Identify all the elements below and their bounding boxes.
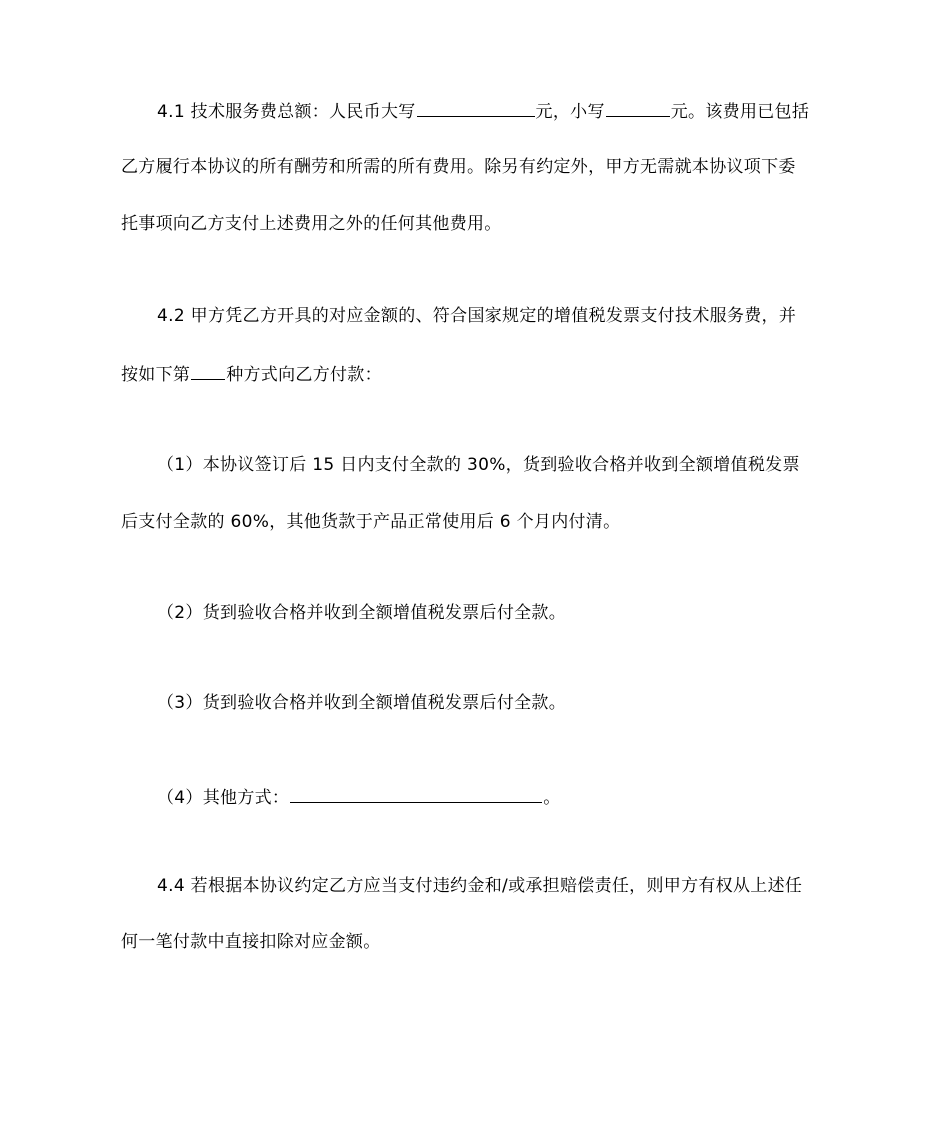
amount-figures-blank — [606, 100, 670, 117]
clause-4-2-line-2 — [121, 363, 382, 385]
option-3: （3）货到验收合格并收到全额增值税发票后付全款。 — [157, 693, 567, 713]
clause-4-1-line-2: 乙方履行本协议的所有酬劳和所需的所有费用。除另有约定外，甲方无需就本协议项下委 — [121, 157, 796, 177]
option-4-suffix: 。 — [543, 788, 561, 808]
clause-4-2-text-a: 按如下第 — [121, 365, 191, 385]
option-4-label: （4）其他方式： — [157, 788, 290, 808]
amount-words-blank — [417, 100, 535, 117]
clause-4-2-text-b: 种方式向乙方付款： — [226, 365, 382, 385]
option-1-line-1: （1）本协议签订后 15 日内支付全款的 30%，货到验收合格并收到全额增值税发票 — [157, 455, 800, 475]
payment-option-blank — [191, 363, 225, 380]
clause-4-2-line-1: 4.2 甲方凭乙方开具的对应金额的、符合国家规定的增值税发票支付技术服务费，并 — [157, 306, 797, 326]
option-2: （2）货到验收合格并收到全额增值税发票后付全款。 — [157, 603, 567, 623]
clause-4-1-text-a: 4.1 技术服务费总额：人民币大写 — [157, 102, 416, 122]
clause-4-4-line-1: 4.4 若根据本协议约定乙方应当支付违约金和/或承担赔偿责任，则甲方有权从上述任 — [157, 876, 803, 896]
clause-4-1-text-b: 元，小写 — [535, 102, 605, 122]
clause-4-1-text-c: 元。该费用已包括 — [670, 102, 810, 122]
clause-4-1-line-3: 托事项向乙方支付上述费用之外的任何其他费用。 — [121, 214, 502, 234]
clause-4-4-line-2: 何一笔付款中直接扣除对应金额。 — [121, 932, 381, 952]
option-4 — [157, 786, 561, 808]
other-method-blank — [290, 786, 542, 803]
option-1-line-2: 后支付全款的 60%，其他货款于产品正常使用后 6 个月内付清。 — [121, 512, 621, 532]
clause-4-1-line-1 — [157, 100, 809, 122]
